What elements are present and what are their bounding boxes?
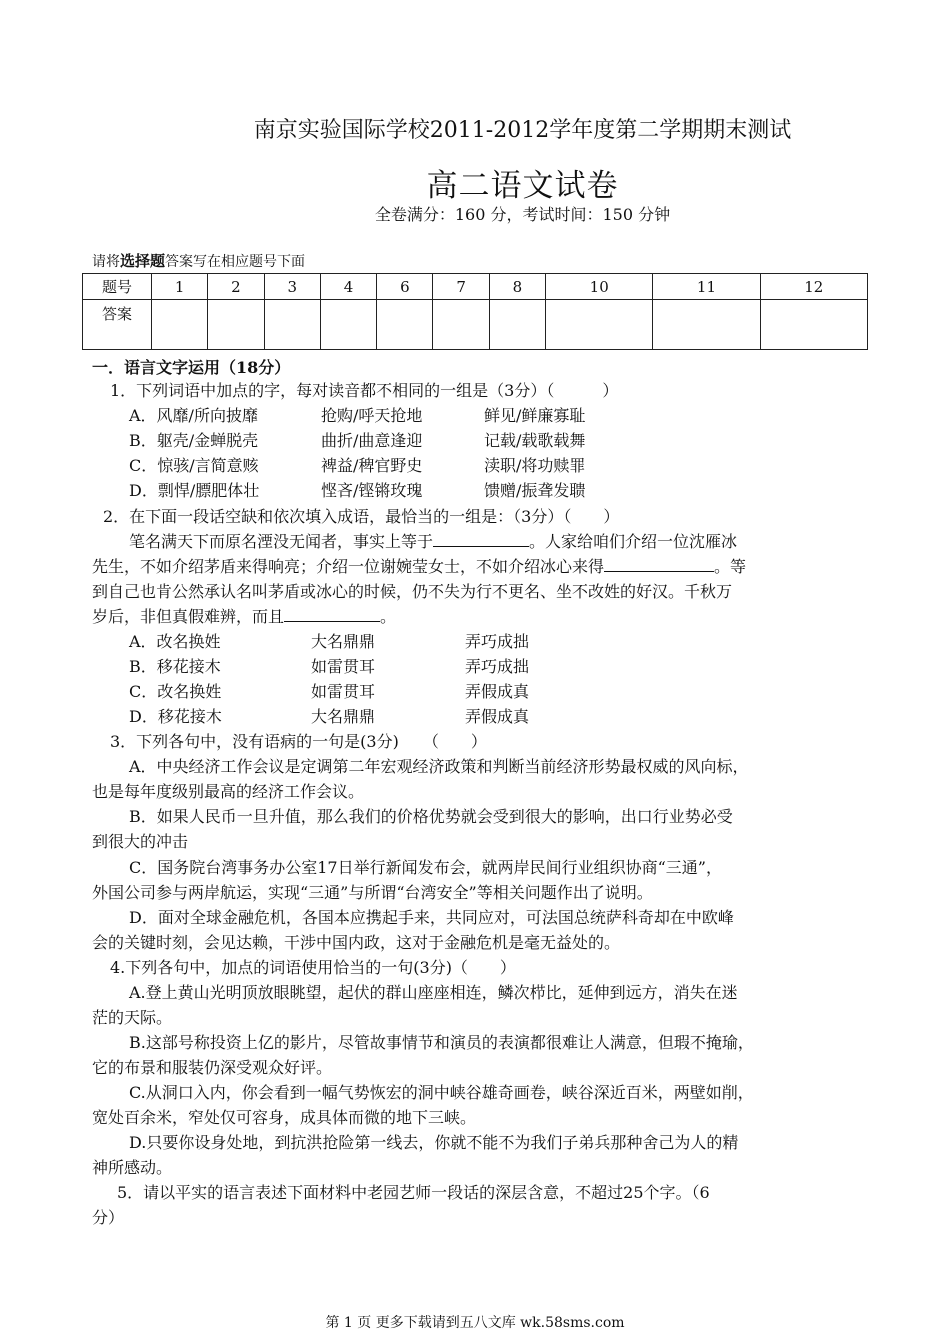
q-number: 11: [653, 274, 760, 300]
q5-line1: 5．请以平实的语言表述下面材料中老园艺师一段话的深层含意，不超过25个字。（6: [117, 1183, 710, 1202]
answer-cell[interactable]: [264, 300, 320, 350]
answer-cell[interactable]: [320, 300, 376, 350]
section-heading: 一．语言文字运用（18分）: [92, 358, 291, 377]
q3-b-line1: B．如果人民币一旦升值，那么我们的价格优势就会受到很大的影响，出口行业势必受: [129, 807, 733, 826]
instruction: [92, 250, 305, 271]
q2-b-1: B．移花接木: [129, 657, 221, 676]
q2-blank-2[interactable]: [604, 557, 714, 572]
q1-c-2: 裨益/稗官野史: [321, 456, 423, 475]
q4-b-line1: B.这部号称投资上亿的影片，尽管故事情节和演员的表演都很难让人满意，但瑕不掩瑜，: [129, 1033, 754, 1052]
q2-d-3: 弄假成真: [465, 707, 530, 726]
q3-d-line1: D．面对全球金融危机，各国本应携起手来，共同应对，可法国总统萨科奇却在中欧峰: [129, 908, 734, 927]
q2-a-2: 大名鼎鼎: [311, 632, 376, 651]
answer-cell[interactable]: [208, 300, 264, 350]
q1-c-1: C．惊骇/言简意赅: [129, 456, 259, 475]
q2-p4b: 。: [380, 607, 397, 626]
q3-a-line1: A．中央经济工作会议是定调第二年宏观经济政策和判断当前经济形势最权威的风向标，: [129, 757, 749, 776]
q4-c-line2: 宽处百余米，窄处仅可容身，成具体而微的地下三峡。: [92, 1108, 477, 1127]
answer-cell[interactable]: [760, 300, 867, 350]
paper-subtitle: 高二语文试卷: [426, 168, 619, 204]
q2-blank-1[interactable]: [433, 532, 529, 547]
q2-c-2: 如雷贯耳: [311, 682, 376, 701]
q2-c-3: 弄假成真: [465, 682, 530, 701]
answer-cell[interactable]: [546, 300, 653, 350]
q2-blank-3[interactable]: [284, 607, 380, 622]
q1-d-1: D．剽悍/膘肥体壮: [129, 481, 260, 500]
row-label-number: 题号: [83, 274, 152, 300]
exam-info: 全卷满分：160 分，考试时间：150 分钟: [374, 205, 671, 224]
q2-passage-line1: [129, 529, 737, 552]
q4-a-line2: 茫的天际。: [92, 1008, 173, 1027]
q3-a-line2: 也是每年度级别最高的经济工作会议。: [92, 782, 365, 801]
instruction-post: 答案写在相应题号下面: [165, 254, 306, 270]
q1-b-1: B．躯壳/金蝉脱壳: [129, 431, 259, 450]
q-number: 8: [489, 274, 545, 300]
q-number: 1: [152, 274, 208, 300]
q5-line2: 分）: [92, 1208, 125, 1227]
q4-c-line1: C.从洞口入内，你会看到一幅气势恢宏的洞中峡谷雄奇画卷，峡谷深近百米，两壁如削，: [129, 1083, 754, 1102]
q2-b-2: 如雷贯耳: [311, 657, 376, 676]
q4-d-line1: D.只要你设身处地，到抗洪抢险第一线去，你就不能不为我们子弟兵那种舍己为人的精: [129, 1133, 739, 1152]
page-footer: 第 1 页 更多下载请到五八文库 wk.58sms.com: [325, 1315, 625, 1331]
answer-table-answer-row: [83, 300, 868, 350]
q-number: 4: [320, 274, 376, 300]
answer-table-header-row: [83, 274, 868, 300]
q3-d-line2: 会的关键时刻，会见达赖，干涉中国内政，这对于金融危机是毫无益处的。: [92, 933, 621, 952]
q2-a-1: A．改名换姓: [129, 632, 221, 651]
q-number: 10: [546, 274, 653, 300]
answer-cell[interactable]: [433, 300, 489, 350]
instruction-pre: 请将: [92, 254, 120, 270]
q1-d-2: 悭吝/铿锵玫瑰: [321, 481, 423, 500]
q1-stem: 1．下列词语中加点的字，每对读音都不相同的一组是（3分）（ ）: [110, 381, 619, 400]
q2-p1a: 笔名满天下而原名湮没无闻者，事实上等于: [129, 532, 434, 551]
q2-d-2: 大名鼎鼎: [311, 707, 376, 726]
q3-b-line2: 到很大的冲击: [92, 832, 189, 851]
q2-b-3: 弄巧成拙: [465, 657, 530, 676]
q1-c-3: 渎职/将功赎罪: [484, 456, 586, 475]
q1-a-1: A．风靡/所向披靡: [129, 406, 258, 425]
q-number: 12: [760, 274, 867, 300]
answer-table: [82, 273, 868, 350]
q2-p1b: 。人家给咱们介绍一位沈雁冰: [529, 532, 738, 551]
q1-a-2: 抢购/呼天抢地: [321, 406, 423, 425]
q2-d-1: D．移花接木: [129, 707, 222, 726]
q1-b-2: 曲折/曲意逢迎: [321, 431, 423, 450]
answer-cell[interactable]: [152, 300, 208, 350]
q1-b-3: 记载/载歌载舞: [484, 431, 586, 450]
q1-a-3: 鲜见/鲜廉寡耻: [484, 406, 586, 425]
q4-b-line2: 它的布景和服装仍深受观众好评。: [92, 1058, 333, 1077]
q2-p4a: 岁后，非但真假难辨，而且: [92, 607, 285, 626]
answer-cell[interactable]: [653, 300, 760, 350]
q-number: 2: [208, 274, 264, 300]
instruction-bold: 选择题: [120, 252, 166, 270]
q2-passage-line2: [92, 554, 746, 577]
q2-a-3: 弄巧成拙: [465, 632, 530, 651]
q4-d-line2: 神所感动。: [92, 1158, 173, 1177]
q3-stem: 3．下列各句中，没有语病的一句是(3分) （ ）: [110, 732, 487, 751]
q4-stem: 4.下列各句中，加点的词语使用恰当的一句(3分)（ ）: [110, 958, 516, 977]
q2-passage-line4: [92, 604, 396, 627]
q-number: 6: [377, 274, 433, 300]
answer-cell[interactable]: [489, 300, 545, 350]
q3-c-line1: C．国务院台湾事务办公室17日举行新闻发布会，就两岸民间行业组织协商“三通”，: [129, 858, 722, 877]
q1-d-3: 馈赠/振聋发聩: [484, 481, 586, 500]
row-label-answer: 答案: [83, 300, 152, 350]
answer-cell[interactable]: [377, 300, 433, 350]
q3-c-line2: 外国公司参与两岸航运，实现“三通”与所谓“台湾安全”等相关问题作出了说明。: [92, 883, 653, 902]
q2-stem: 2．在下面一段话空缺和依次填入成语，最恰当的一组是：（3分）（ ）: [103, 507, 620, 526]
q-number: 7: [433, 274, 489, 300]
q4-a-line1: A.登上黄山光明顶放眼眺望，起伏的群山座座相连，鳞次栉比，延伸到远方，消失在迷: [129, 983, 738, 1002]
q2-p2a: 先生，不如介绍茅盾来得响亮；介绍一位谢婉莹女士，不如介绍冰心来得: [92, 557, 605, 576]
exam-title: 南京实验国际学校2011-2012学年度第二学期期末测试: [253, 118, 792, 143]
q2-c-1: C．改名换姓: [129, 682, 222, 701]
q2-passage-line3: 到自己也肯公然承认名叫茅盾或冰心的时候，仍不失为行不更名、坐不改姓的好汉。千秋万: [92, 582, 733, 601]
q2-p2b: 。等: [714, 557, 747, 576]
q-number: 3: [264, 274, 320, 300]
